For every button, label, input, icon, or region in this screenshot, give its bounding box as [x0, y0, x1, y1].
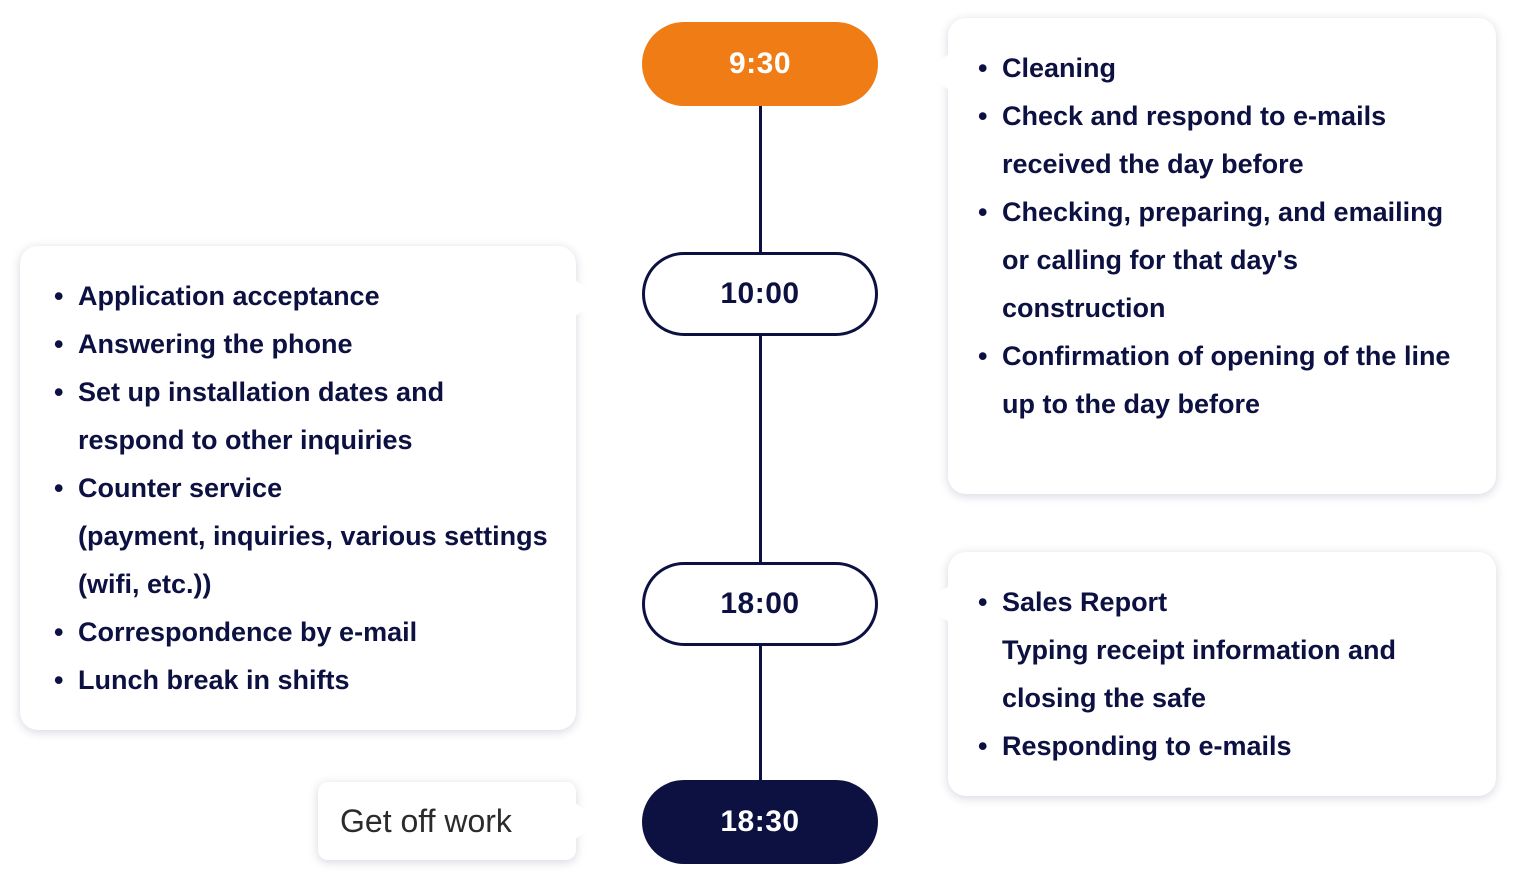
- timeline-node-mid1-label: 10:00: [720, 277, 800, 310]
- timeline-axis: [759, 60, 762, 820]
- daytime-task-4: Counter service: [78, 473, 283, 504]
- morning-task-3: Checking, preparing, and emailing or calling for that day's construction: [1002, 197, 1444, 324]
- morning-task-2: Check and respond to e-mails received the day before: [1002, 101, 1387, 180]
- morning-task-4: Confirmation of opening of the line up to the day before: [1002, 341, 1451, 420]
- list-item: [50, 368, 550, 464]
- get-off-work-label: Get off work: [340, 802, 512, 839]
- daytime-task-2: Answering the phone: [78, 329, 353, 360]
- callout-evening-tasks: [948, 552, 1496, 796]
- callout-daytime-tasks: [20, 246, 576, 730]
- list-item: [50, 656, 550, 704]
- daytime-task-1: Application acceptance: [78, 281, 380, 311]
- list-item: [974, 578, 1466, 722]
- list-item: [974, 188, 1466, 332]
- daytime-task-4-sub: (payment, inquiries, various settings (wifi, etc.)): [78, 521, 548, 600]
- daytime-task-3: Set up installation dates and respond to other inquiries: [78, 377, 445, 456]
- timeline-node-end-label: 18:30: [720, 805, 800, 838]
- list-item: [50, 272, 550, 320]
- evening-task-1-sub: Typing receipt information and closing the safe: [1002, 635, 1397, 714]
- timeline-node-start-label: 9:30: [728, 47, 792, 80]
- evening-task-1: Sales Report: [1002, 587, 1168, 617]
- evening-task-2: Responding to e-mails: [1002, 731, 1292, 762]
- timeline-node-start: [642, 22, 878, 106]
- list-item: [50, 608, 550, 656]
- list-item: [974, 92, 1466, 188]
- daytime-task-6: Lunch break in shifts: [78, 665, 350, 696]
- timeline-node-end: [642, 780, 878, 864]
- morning-task-list: [974, 44, 1466, 428]
- list-item: [974, 722, 1466, 770]
- daytime-task-list: [50, 272, 550, 704]
- timeline-node-mid2: [642, 562, 878, 646]
- daytime-task-5: Correspondence by e-mail: [78, 617, 418, 648]
- callout-get-off-work: [318, 782, 576, 860]
- timeline-node-mid1: [642, 252, 878, 336]
- evening-task-list: [974, 578, 1466, 770]
- list-item: [50, 320, 550, 368]
- list-item: [974, 44, 1466, 92]
- list-item: [50, 464, 550, 608]
- list-item: [974, 332, 1466, 428]
- morning-task-1: Cleaning: [1002, 53, 1117, 83]
- timeline-node-mid2-label: 18:00: [720, 587, 800, 620]
- callout-morning-tasks: [948, 18, 1496, 494]
